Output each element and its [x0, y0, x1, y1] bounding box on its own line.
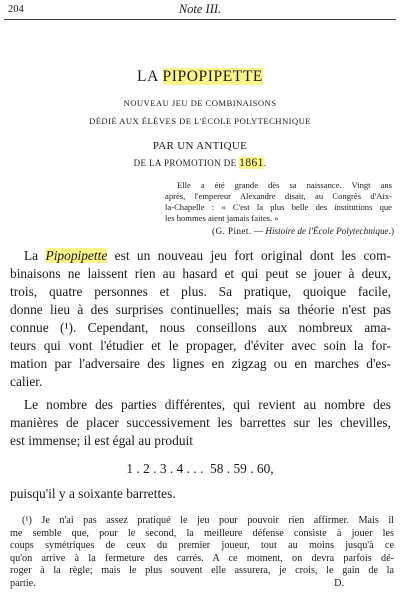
footnote-last-text: partie. — [10, 577, 36, 589]
attribution-author: (G. Pinet. — [212, 226, 252, 236]
byline-suffix: . — [263, 158, 267, 168]
footnote-line: me semble que, pour le second, la meilleure défense consiste à jouer les — [10, 527, 394, 539]
paragraph-line: est immense; il est égal au produit — [10, 433, 193, 448]
epigraph-line: la-Chapelle : « C'est la plus belle des institutions que — [165, 202, 392, 212]
header-rule — [4, 19, 396, 20]
byline-line-2 — [0, 157, 400, 169]
attribution-end: .) — [388, 226, 394, 236]
main-title — [0, 68, 400, 86]
epigraph-line: après, l'empereur Alexandre disait, au Congrès d'Aix- — [165, 191, 392, 201]
paragraph-line: calier. — [10, 374, 43, 389]
footnote-signature: D. — [334, 577, 344, 589]
subtitle-line-2: DÉDIÉ AUX ÉLÈVES DE L'ÉCOLE POLYTECHNIQUE — [89, 116, 311, 126]
title-highlight: PIPOPIPETTE — [162, 68, 263, 85]
attribution-work: Histoire de l'École Polytechnique — [265, 226, 389, 236]
paragraph-1 — [10, 247, 391, 391]
paragraph-line: connue (¹). Cependant, nous conseillons aux nombreux ama- — [10, 320, 391, 335]
paragraph-line — [10, 247, 391, 265]
formula: 1 . 2 . 3 . 4 . . . 58 . 59 . 60, — [126, 461, 274, 476]
byline-year: 1861 — [239, 157, 264, 169]
attribution-dash: — — [251, 226, 266, 236]
paragraph-line: trois, quatre personnes et plus. Sa pratique, quoique facile, — [10, 284, 391, 299]
footnote — [10, 515, 394, 591]
subtitle-line-1: NOUVEAU JEU DE COMBINAISONS — [123, 98, 277, 108]
p1-lead: La — [24, 248, 46, 263]
p1-highlight: Pipopipette — [45, 248, 108, 263]
footnote-line: coups symétriques de ceux du premier joueur, tout au moins jusqu'à ce — [10, 540, 394, 552]
paragraph-line: Le nombre des parties différentes, qui revient au nombre des — [24, 397, 391, 412]
paragraph-3: puisqu'il y a soixante barrettes. — [10, 486, 176, 501]
byline-line-1: PAR UN ANTIQUE — [152, 140, 248, 152]
paragraph-line: binaisons ne laissent rien au hasard et qui peut se jouer à deux, — [10, 266, 391, 281]
epigraph-line: les hommes aient jamais faites. » — [165, 213, 279, 223]
paragraph-line: manières de placer successivement les barrettes sur les chevilles, — [10, 415, 391, 430]
page-number: 204 — [8, 4, 24, 15]
footnote-line: (¹) Je n'ai pas assez pratiqué le jeu pour pouvoir rien affirmer. Mais il — [22, 515, 394, 526]
epigraph — [165, 180, 392, 224]
paragraph-line: mation par l'adversaire des lignes en zigzag ou en marches d'es- — [10, 356, 391, 371]
title-prefix: LA — [137, 68, 163, 85]
footnote-line: qu'on arrive à la fermeture des carrés. A ce moment, on devra parfois dé- — [10, 552, 394, 564]
footnote-line: roger à la règle; mais le plus souvent elle assurera, je crois, le gain de la — [10, 565, 394, 577]
paragraph-2 — [10, 396, 391, 450]
paragraph-line: teurs qui vont l'étudier et le propager, d'éviter avec soin la for- — [10, 338, 391, 353]
epigraph-line: Elle a été grande dès sa naissance. Vingt ans — [177, 180, 392, 190]
epigraph-attribution — [212, 226, 394, 236]
footnote-last-line — [10, 578, 394, 591]
running-title: Note III. — [178, 2, 222, 16]
paragraph-line: donne lieu à des surprises continuelles; mais sa théorie n'est pas — [10, 302, 391, 317]
p1-rest: est un nouveau jeu fort original dont les com- — [107, 248, 391, 263]
byline-prefix: DE LA PROMOTION DE — [133, 158, 240, 168]
